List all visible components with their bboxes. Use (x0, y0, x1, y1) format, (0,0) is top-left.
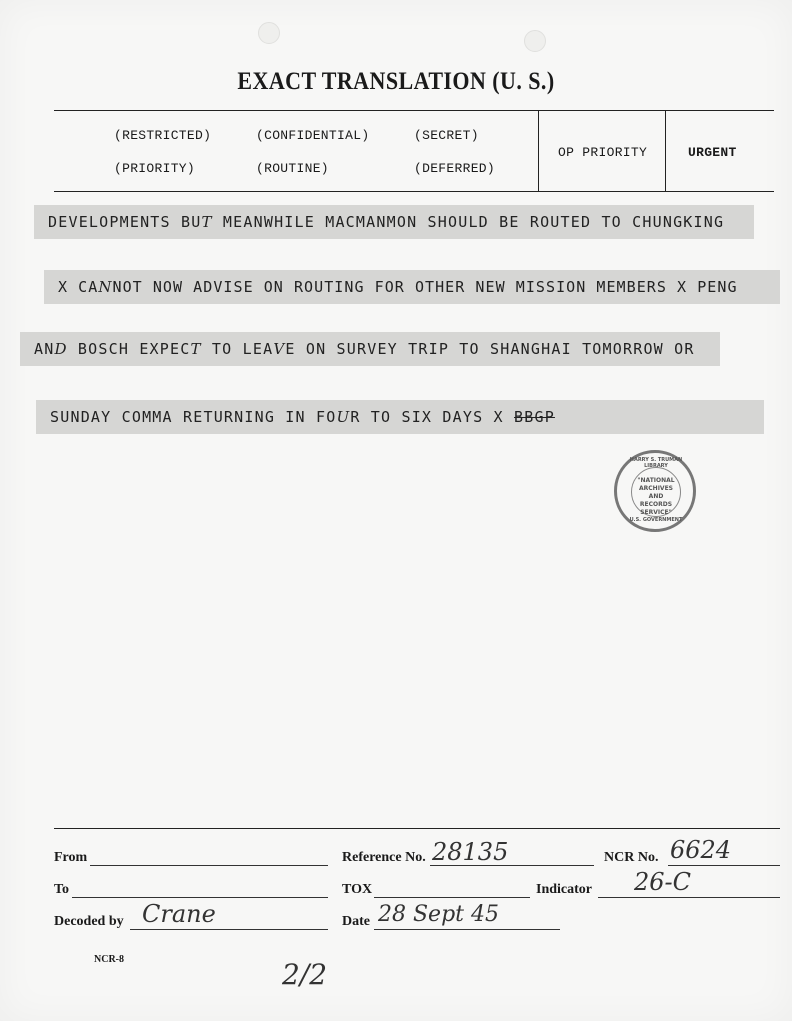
priority-confidential: (CONFIDENTIAL) (256, 128, 370, 143)
priority-urgent: URGENT (688, 145, 737, 160)
date-value: 28 Sept 45 (378, 902, 499, 927)
message-text: TO LEA (201, 340, 274, 358)
priority-deferred: (DEFERRED) (414, 161, 496, 176)
date-label: Date (342, 914, 370, 929)
tox-line (374, 897, 530, 898)
tox-label: TOX (342, 882, 373, 897)
header-divider-2 (665, 110, 666, 192)
indicator-label: Indicator (536, 882, 592, 897)
decoded-label: Decoded by (54, 914, 124, 929)
from-line (90, 865, 328, 866)
ncr-value: 6624 (670, 836, 732, 864)
handwritten-correction: T (190, 340, 202, 358)
message-line-3 (20, 332, 720, 366)
handwritten-correction: D (54, 340, 68, 358)
punch-hole-left (258, 22, 280, 44)
header-bottom-rule (54, 191, 774, 192)
ncr-line (668, 865, 780, 866)
message-line-4 (36, 400, 764, 434)
handwritten-correction: T (201, 213, 213, 231)
footer-top-rule (54, 828, 780, 829)
decoded-value: Crane (142, 900, 216, 928)
handwritten-correction: N (98, 278, 113, 296)
indicator-line (598, 897, 780, 898)
punch-hole-right (524, 30, 546, 52)
date-line (374, 929, 560, 930)
stamp-bottom-text: U.S. GOVERNMENT (629, 517, 683, 523)
page-mark: 2/2 (282, 958, 328, 991)
to-label: To (54, 882, 70, 897)
message-text: AN (34, 340, 55, 358)
library-stamp (614, 450, 696, 532)
header-top-rule (54, 110, 774, 111)
reference-label: Reference No. (342, 850, 426, 865)
message-text: BOSCH EXPEC (67, 340, 191, 358)
ncr-label: NCR No. (604, 850, 659, 865)
message-text: E ON SURVEY TRIP TO SHANGHAI TOMORROW OR (285, 340, 695, 358)
from-label: From (54, 850, 88, 865)
message-text: DEVELOPMENTS BU (48, 213, 202, 231)
message-text: X CA (58, 278, 99, 296)
struck-text: BBGP (514, 408, 555, 426)
handwritten-correction: V (273, 340, 286, 358)
message-line-1 (34, 205, 754, 239)
message-line-2 (44, 270, 780, 304)
handwritten-correction: U (336, 408, 351, 426)
message-text: R TO SIX DAYS X (350, 408, 515, 426)
priority-secret: (SECRET) (414, 128, 479, 143)
priority-priority: (PRIORITY) (114, 161, 196, 176)
indicator-value: 26-C (634, 868, 692, 896)
priority-restricted: (RESTRICTED) (114, 128, 212, 143)
stamp-middle-text: "NATIONAL ARCHIVES AND RECORDS SERVICE" (637, 477, 675, 516)
to-line (72, 897, 328, 898)
priority-routine: (ROUTINE) (256, 161, 329, 176)
document-title: EXACT TRANSLATION (U. S.) (237, 68, 555, 95)
message-text: MEANWHILE MACMANMON SHOULD BE ROUTED TO CHUNGKING (212, 213, 725, 231)
reference-value: 28135 (432, 838, 509, 866)
message-text: NOT NOW ADVISE ON ROUTING FOR OTHER NEW MISSION MEMBERS X PENG (112, 278, 738, 296)
message-text: SUNDAY COMMA RETURNING IN FO (50, 408, 337, 426)
header-divider-1 (538, 110, 539, 192)
priority-op-priority: OP PRIORITY (558, 145, 648, 160)
decoded-line (130, 929, 328, 930)
stamp-top-text: HARRY S. TRUMAN LIBRARY (629, 457, 683, 469)
form-code: NCR-8 (94, 954, 124, 965)
